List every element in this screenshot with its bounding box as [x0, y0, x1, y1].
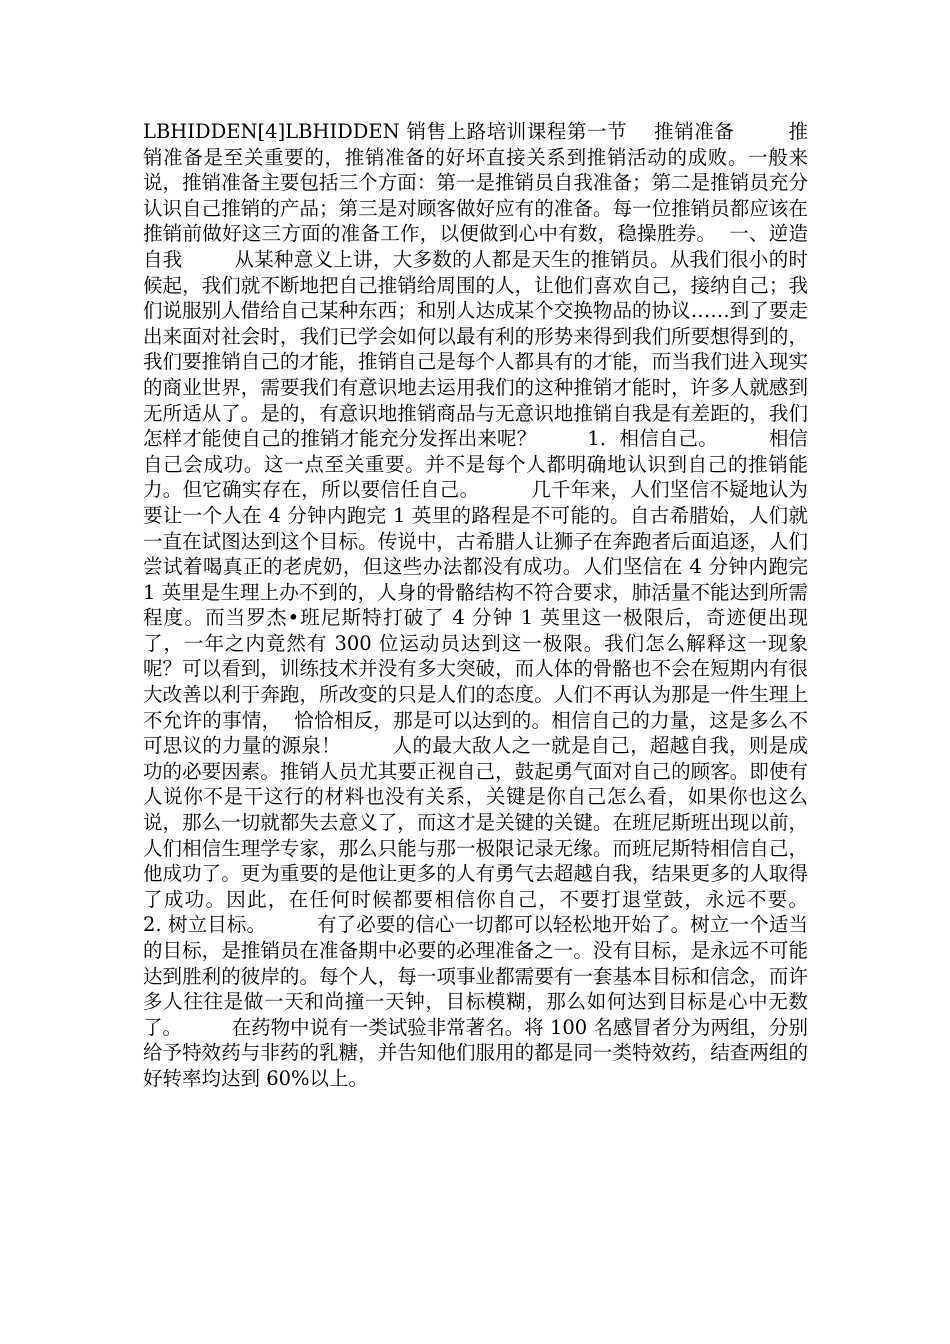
- document-body-text: LBHIDDEN[4]LBHIDDEN 销售上路培训课程第一节 推销准备 推销准备是至关重要的，推销准备的好坏直接关系到推销活动的成败。一般来说，推销准备主要包括三个方面：第一是推销员自我准备；第二是推销员充分认识自己推销的产品；第三是对顾客做好应有的准备。每一位推销员都应该在推销前做好这三方面的准备工作，以便做到心中有数，稳操胜券。 一、逆造自我 从某种意义上讲，大多数的人都是天生的推销员。从我们很小的时候起，我们就不断地把自己推销给周围的人，让他们喜欢自己，接纳自己；我们说服别人借给自己某种东西；和别人达成某个交换物品的协议……到了要走出来面对社会时，我们已学会如何以最有利的形势来得到我们所要想得到的，我们要推销自己的才能，推销自己是每个人都具有的才能，而当我们进入现实的商业世界，需要我们有意识地去运用我们的这种推销才能时，许多人就感到无所适从了。是的，有意识地推销商品与无意识地推销自我是有差距的，我们怎样才能使自己的推销才能充分发挥出来呢？ 1．相信自己。 相信自己会成功。这一点至关重要。并不是每个人都明确地认识到自己的推销能力。但它确实存在，所以要信任自己。 几千年来，人们坚信不疑地认为要让一个人在 4 分钟内跑完 1 英里的路程是不可能的。自古希腊始，人们就一直在试图达到这个目标。传说中，古希腊人让狮子在奔跑者后面追逐，人们尝试着喝真正的老虎奶，但这些办法都没有成功。人们坚信在 4 分钟内跑完 1 英里是生理上办不到的，人身的骨骼结构不符合要求，肺活量不能达到所需程度。而当罗杰•班尼斯特打破了 4 分钟 1 英里这一极限后，奇迹便出现了，一年之内竟然有 300 位运动员达到这一极限。我们怎么解释这一现象呢？可以看到，训练技术并没有多大突破，而人体的骨骼也不会在短期内有很大改善以利于奔跑，所改变的只是人们的态度。人们不再认为那是一件生理上不允许的事情， 恰恰相反，那是可以达到的。相信自己的力量，这是多么不可思议的力量的源泉！ 人的最大敌人之一就是自己，超越自我，则是成功的必要因素。推销人员尤其要正视自己，鼓起勇气面对自己的顾客。即使有人说你不是干这行的材料也没有关系，关键是你自己怎么看，如果你也这么说，那么一切就都失去意义了，而这才是关键的关键。在班尼斯班出现以前，人们相信生理学专家，那么只能与那一极限记录无缘。而班尼斯特相信自己，他成功了。更为重要的是他让更多的人有勇气去超越自我，结果更多的人取得了成功。因此，在任何时候都要相信你自己，不要打退堂鼓，永远不要。 2. 树立目标。 有了必要的信心一切都可以轻松地开始了。树立一个适当的目标，是推销员在准备期中必要的必理准备之一。没有目标，是永远不可能达到胜利的彼岸的。每个人，每一项事业都需要有一套基本目标和信念，而许多人往往是做一天和尚撞一天钟，目标模糊，那么如何达到目标是心中无数了。 在药物中说有一类试验非常著名。将 100 名感冒者分为两组，分别给予特效药与非药的乳糖，并告知他们服用的都是同一类特效药，结查两组的好转率均达到 60%以上。: [143, 120, 858, 1090]
